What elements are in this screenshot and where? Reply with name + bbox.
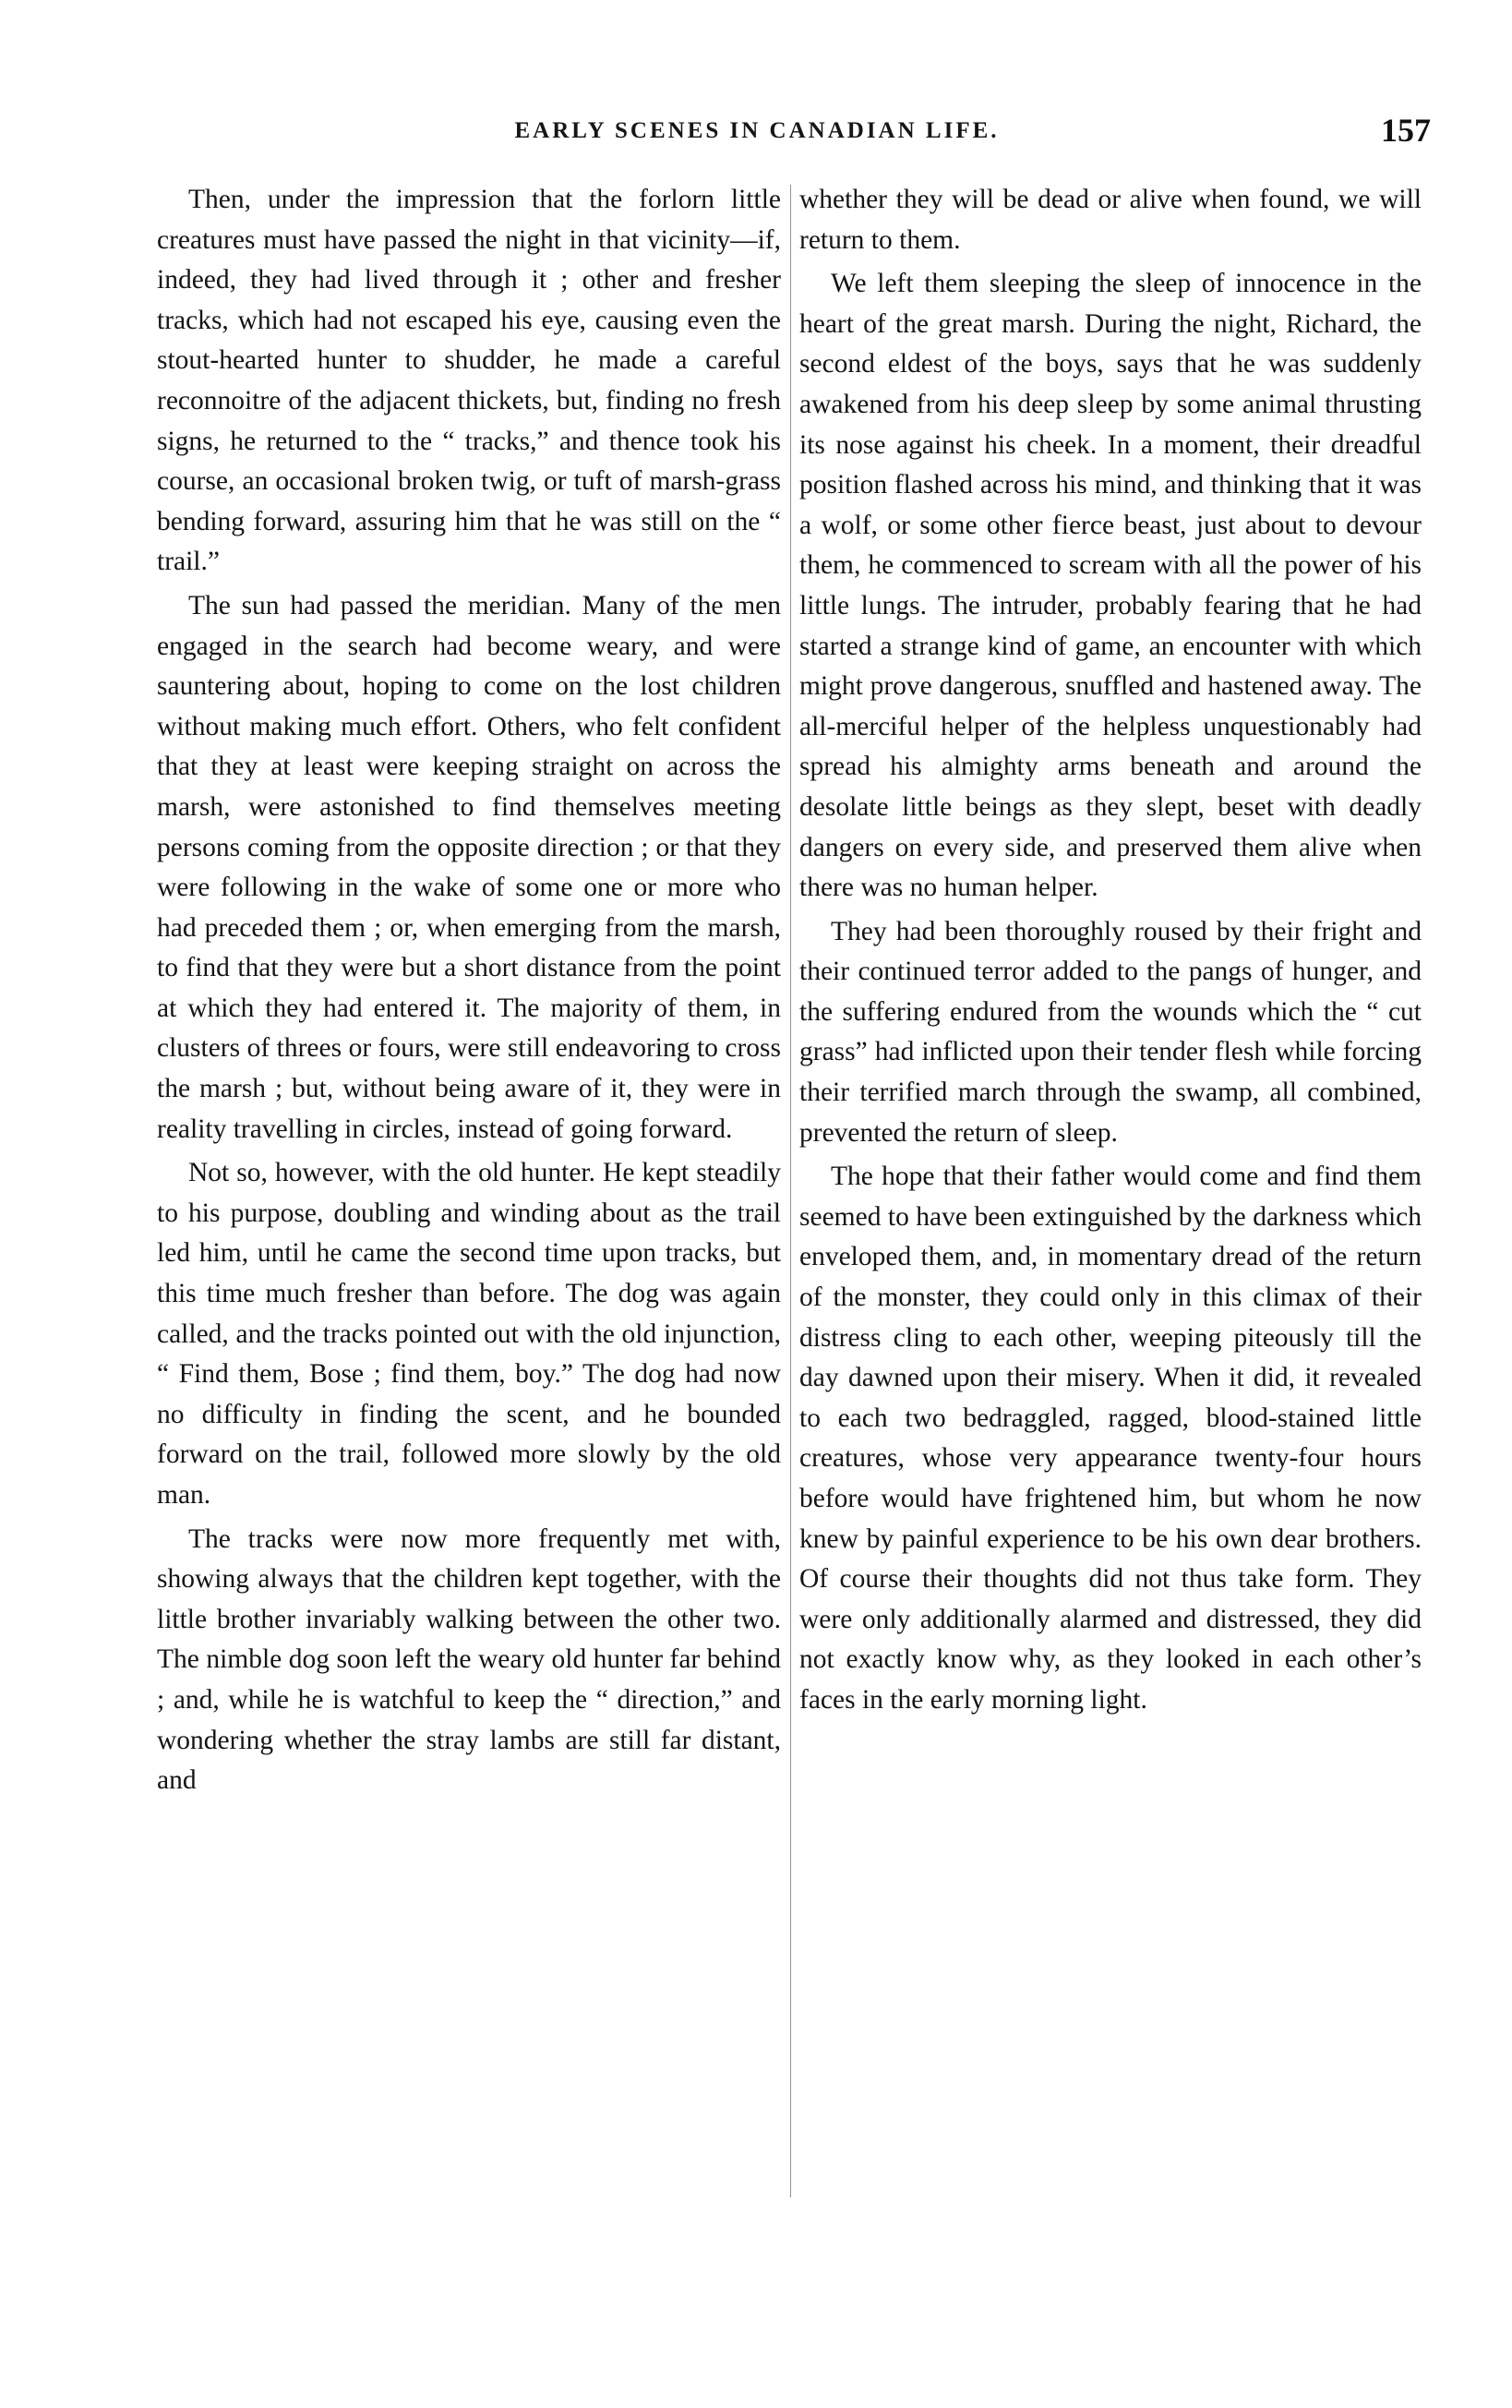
column-rule [790,185,791,2197]
paragraph-continuation: whether they will be dead or alive when found, we will return to them. [799,185,1422,255]
left-column [157,180,781,1805]
paragraph: The sun had passed the meridian. Many of the men engaged in the search had become weary, and were sauntering about, hoping to come on the lost children without making much effort. Others, who felt confident that they at least were keeping straight on across the marsh, were astonished to find themselves meeting persons coming from the opposite direction ; or that they were following in the wake of some one or more who had preceded them ; or, when emerging from the marsh, to find that they were but a short distance from the point at which they had entered it. The majority of them, in clusters of threes or fours, were still endeavoring to cross the marsh ; but, without being aware of it, they were in reality travelling in circles, instead of going forward. [157,590,781,1144]
paragraph: We left them sleeping the sleep of innocence in the heart of the great marsh. During the night, Richard, the second eldest of the boys, says that he was suddenly awakened from his deep sleep by some animal thrusting its nose against his cheek. In a moment, their dreadful position flashed across his mind, and thinking that it was a wolf, or some other fierce beast, just about to devour them, he commenced to scream with all the power of his little lungs. The intruder, probably fearing that he had started a strange kind of game, an encounter with which might prove dangerous, snuffled and hastened away. The all-merciful helper of the helpless unquestionably had spread his almighty arms beneath and around the desolate little beings as they slept, beset with deadly dangers on every side, and preserved them alive when there was no human helper. [799,269,1422,903]
paragraph: Then, under the impression that the forlorn little creatures must have passed the night in that vicinity—if, indeed, they had lived through it ; other and fresher tracks, which had not escaped his eye, causing even the stout-hearted hunter to shudder, he made a careful reconnoitre of the adjacent thickets, but, finding no fresh signs, he returned to the “ tracks,” and thence took his course, an occasional broken twig, or tuft of marsh-grass bending forward, assuring him that he was still on the “ trail.” [157,185,781,577]
right-column [799,180,1422,1725]
page-number: 157 [1381,112,1431,149]
running-title: EARLY SCENES IN CANADIAN LIFE. [514,118,1000,143]
paragraph: They had been thoroughly roused by their fright and their continued terror added to the pangs of hunger, and the suffering endured from the wounds which the “ cut grass” had inflicted upon their tender flesh while forcing their terrified march through the swamp, all combined, prevented the return of sleep. [799,916,1422,1148]
paragraph: Not so, however, with the old hunter. He kept steadily to his purpose, doubling and winding about as the trail led him, until he came the second time upon tracks, but this time much fresher than before. The dog was again called, and the tracks pointed out with the old injunction, “ Find them, Bose ; find them, boy.” The dog had now no difficulty in finding the scent, and he bounded forward on the trail, followed more slowly by the old man. [157,1158,781,1510]
paragraph: The hope that their father would come and find them seemed to have been extinguished by the darkness which enveloped them, and, in momentary dread of the return of the monster, they could only in this climax of their distress cling to each other, weeping piteously till the day dawned upon their misery. When it did, it revealed to each two bedraggled, ragged, blood-stained little creatures, whose very appearance twenty-four hours before would have frightened him, but whom he now knew by painful experience to be his own dear brothers. Of course their thoughts did not thus take form. They were only additionally alarmed and distressed, they did not exactly know why, as they looked in each other’s faces in the early morning light. [799,1162,1422,1715]
paragraph: The tracks were now more frequently met with, showing always that the children kept together, with the little brother invariably walking between the other two. The nimble dog soon left the weary old hunter far behind ; and, while he is watchful to keep the “ direction,” and wondering whether the stray lambs are still far distant, and [157,1523,781,1796]
